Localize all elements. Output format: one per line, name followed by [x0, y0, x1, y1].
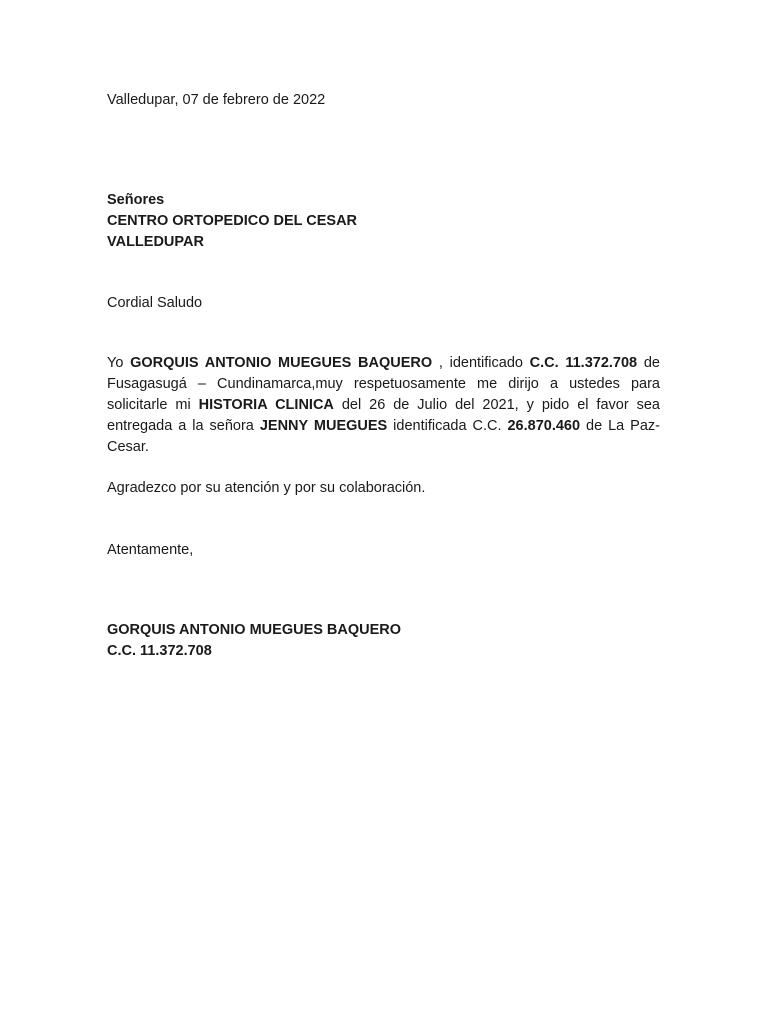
body-recipient-id: 26.870.460 — [507, 418, 581, 434]
signature-id: C.C. 11.372.708 — [107, 643, 212, 659]
recipient-city: VALLEDUPAR — [107, 234, 204, 250]
recipient-salutation: Señores — [107, 192, 165, 208]
body-recipient-name: JENNY MUEGUES — [259, 418, 388, 434]
letter-closing: Atentamente, — [107, 542, 194, 558]
body-text-2: , identificado — [432, 355, 530, 371]
body-text-5: identificada C.C. — [387, 418, 508, 434]
body-text-1: Yo — [107, 355, 131, 371]
body-record-type: HISTORIA CLINICA — [198, 397, 334, 413]
letter-date: Valledupar, 07 de febrero de 2022 — [107, 92, 326, 108]
body-text-6: de La Paz-Cesar. — [107, 418, 660, 455]
letter-body — [107, 353, 660, 458]
body-requester-name: GORQUIS ANTONIO MUEGUES BAQUERO — [130, 355, 433, 371]
body-text-4: del 26 de Julio del 2021, y pido el favor sea entregada a la señora — [107, 397, 660, 434]
signature-block — [107, 620, 660, 662]
letter-greeting: Cordial Saludo — [107, 295, 203, 311]
letter-thanks: Agradezco por su atención y por su colaboración. — [107, 480, 426, 496]
recipient-organization: CENTRO ORTOPEDICO DEL CESAR — [107, 213, 358, 229]
recipient-block — [107, 190, 660, 253]
body-requester-id: C.C. 11.372.708 — [529, 355, 638, 371]
signature-name: GORQUIS ANTONIO MUEGUES BAQUERO — [107, 622, 402, 638]
body-text-3: de Fusagasugá – Cundinamarca,muy respetuosamente me dirijo a ustedes para solicitarle mi — [107, 355, 660, 413]
